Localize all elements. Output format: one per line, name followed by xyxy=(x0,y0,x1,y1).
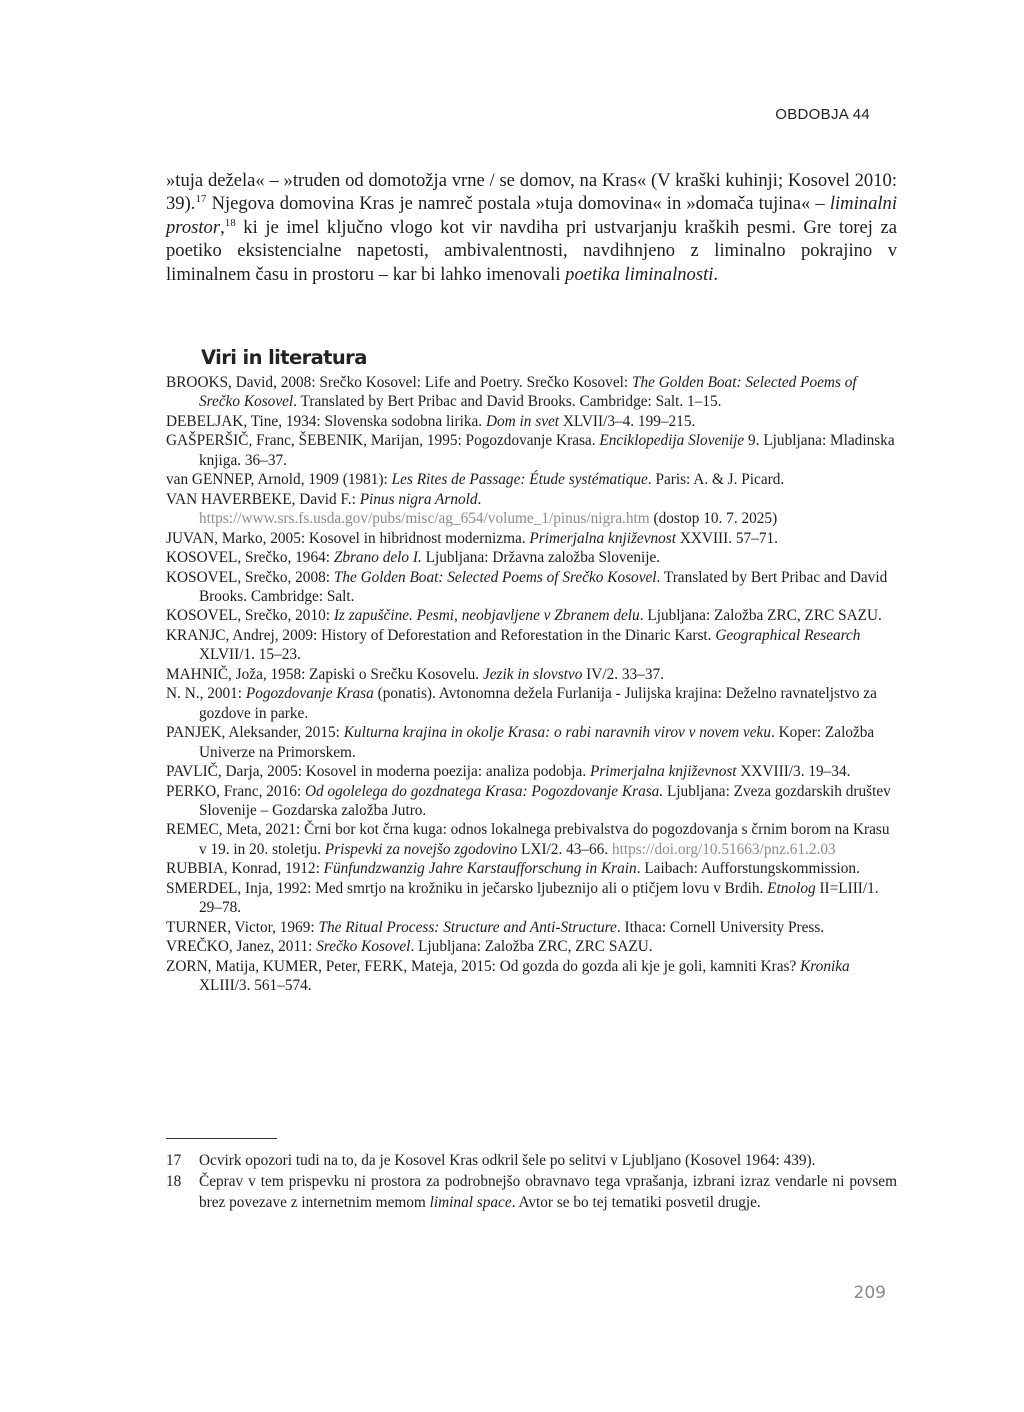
footnote-item xyxy=(166,1171,897,1213)
reference-text: . xyxy=(477,490,482,508)
reference-item xyxy=(166,820,897,859)
footnote-text-part: . Avtor se bo tej tematiki posvetil drugje. xyxy=(511,1194,761,1211)
body-italic-term: liminalni prostor xyxy=(166,193,897,238)
reference-item xyxy=(166,568,897,607)
reference-item xyxy=(166,684,897,723)
reference-item xyxy=(166,626,897,665)
reference-title: Kulturna krajina in okolje Krasa: o rabi naravnih virov v novem veku xyxy=(343,724,771,742)
reference-text: KOSOVEL, Srečko, 1964: xyxy=(166,549,334,567)
reference-title: Dom in svet xyxy=(485,412,560,430)
reference-item xyxy=(166,723,897,762)
reference-text: . Translated by Bert Pribac and David Brooks. Cambridge: Salt. 1–15. xyxy=(293,393,722,411)
reference-text: VAN HAVERBEKE, David F.: xyxy=(166,490,360,508)
reference-text: . Laibach: Aufforstungskommission. xyxy=(636,860,860,878)
reference-text: van GENNEP, Arnold, 1909 (1981): xyxy=(166,471,392,489)
reference-text: . Ithaca: Cornell University Press. xyxy=(616,918,825,936)
reference-text: Ljubljana: Državna založba Slovenije. xyxy=(421,549,661,567)
reference-title: Primerjalna književnost xyxy=(529,529,676,547)
footnote-divider xyxy=(166,1138,277,1139)
footnote-item xyxy=(166,1150,897,1171)
reference-text: XXVIII. 57–71. xyxy=(676,529,778,547)
reference-text: SMERDEL, Inja, 1992: Med smrtjo na krožniku in ječarsko ljubeznijo ali o ptičjem lovu v Brdih. xyxy=(166,879,768,897)
reference-item xyxy=(166,548,897,567)
reference-item xyxy=(166,490,897,529)
reference-text: (ponatis). Avtonomna dežela Furlanija - Julijska krajina: Deželno ravnateljstvo za gozdove in parke. xyxy=(199,685,877,722)
reference-text: II=LIII/1. 29–78. xyxy=(199,879,879,917)
reference-title: Kronika xyxy=(800,957,850,975)
reference-text: RUBBIA, Konrad, 1912: xyxy=(166,860,324,878)
footnote-text xyxy=(199,1150,897,1171)
reference-title: Srečko Kosovel xyxy=(316,938,411,956)
reference-item xyxy=(166,782,897,821)
reference-title: Etnolog xyxy=(767,879,816,897)
reference-text: MAHNIČ, Joža, 1958: Zapiski o Srečku Kosovelu. xyxy=(166,665,483,683)
reference-item xyxy=(166,470,897,489)
reference-item xyxy=(166,762,897,781)
reference-text: XLIII/3. 561–574. xyxy=(199,977,312,995)
reference-text: LXI/2. 43–66. xyxy=(517,840,612,858)
reference-item xyxy=(166,879,897,918)
reference-title: Pogozdovanje Krasa xyxy=(245,685,374,703)
reference-title: Enciklopedija Slovenije xyxy=(599,432,745,450)
reference-text: DEBELJAK, Tine, 1934: Slovenska sodobna lirika. xyxy=(166,412,486,430)
body-text-part: . xyxy=(713,263,719,285)
body-italic-term: poetika liminalnosti xyxy=(565,263,714,285)
reference-text: REMEC, Meta, 2021: Črni bor kot črna kuga: odnos lokalnega prebivalstva do pogozdovanja s črnim borom na Krasu v 19. in 20. stoletju. xyxy=(166,821,890,858)
references-heading: Viri in literatura xyxy=(201,346,367,369)
footnote-ref-18[interactable]: 18 xyxy=(224,216,236,229)
reference-title: The Golden Boat: Selected Poems of Srečko Kosovel xyxy=(199,374,857,411)
reference-title: The Golden Boat: Selected Poems of Srečko Kosovel xyxy=(333,568,657,586)
reference-text: KOSOVEL, Srečko, 2010: xyxy=(166,607,334,625)
reference-text: 9. Ljubljana: Mladinska knjiga. 36–37. xyxy=(199,432,895,469)
reference-item xyxy=(166,529,897,548)
reference-text: PERKO, Franc, 2016: xyxy=(166,782,305,800)
footnotes-list xyxy=(166,1150,897,1213)
reference-item xyxy=(166,918,897,937)
body-text-part: , xyxy=(220,216,225,238)
footnote-text-part: Ocvirk opozori tudi na to, da je Kosovel Kras odkril šele po selitvi v Ljubljano (Kosovel 1964: 439). xyxy=(199,1152,816,1169)
reference-text: TURNER, Victor, 1969: xyxy=(166,918,319,936)
reference-text: JUVAN, Marko, 2005: Kosovel in hibridnost modernizma. xyxy=(166,529,530,547)
reference-item xyxy=(166,937,897,956)
reference-title: Primerjalna književnost xyxy=(589,763,737,781)
reference-url-link[interactable]: https://doi.org/10.51663/pnz.61.2.03 xyxy=(611,840,836,858)
reference-text: . Paris: A. & J. Picard. xyxy=(647,471,785,489)
reference-text: . Ljubljana: Založba ZRC, ZRC SAZU. xyxy=(639,607,882,625)
body-text-part: »tuja dežela« – »truden od domotožja vrne / se domov, na Kras« (V kraški kuhinji; Kosovel 2010: 39). xyxy=(166,170,897,215)
reference-text: GAŠPERŠIČ, Franc, ŠEBENIK, Marijan, 1995: Pogozdovanje Krasa. xyxy=(166,432,600,450)
reference-item xyxy=(166,412,897,431)
footnote-text xyxy=(199,1171,897,1213)
reference-url-link[interactable]: https://www.srs.fs.usda.gov/pubs/misc/ag_654/volume_1/pinus/nigra.htm xyxy=(199,510,650,528)
reference-title: Prispevki za novejšo zgodovino xyxy=(324,840,518,858)
reference-text: PANJEK, Aleksander, 2015: xyxy=(166,724,344,742)
body-paragraph xyxy=(166,169,897,286)
reference-title: The Ritual Process: Structure and Anti-Structure xyxy=(318,918,617,936)
reference-text: . Koper: Založba Univerze na Primorskem. xyxy=(199,724,875,761)
reference-item xyxy=(166,957,897,996)
reference-item xyxy=(166,431,897,470)
reference-text: PAVLIČ, Darja, 2005: Kosovel in moderna poezija: analiza podobja. xyxy=(166,763,590,781)
reference-text: . Ljubljana: Založba ZRC, ZRC SAZU. xyxy=(410,938,653,956)
reference-text: . Translated by Bert Pribac and David Brooks. Cambridge: Salt. xyxy=(199,568,888,605)
reference-text: IV/2. 33–37. xyxy=(582,665,664,683)
reference-title: Zbrano delo I. xyxy=(333,549,422,567)
reference-title: Jezik in slovstvo xyxy=(482,665,583,683)
reference-text: Ljubljana: Zveza gozdarskih društev Slovenije – Gozdarska založba Jutro. xyxy=(199,782,891,819)
footnote-number: 17 xyxy=(166,1152,182,1169)
reference-text: XLVII/1. 15–23. xyxy=(199,646,301,664)
reference-title: Iz zapuščine. Pesmi, neobjavljene v Zbranem delu xyxy=(333,607,640,625)
reference-text: KOSOVEL, Srečko, 2008: xyxy=(166,568,334,586)
reference-text: ZORN, Matija, KUMER, Peter, FERK, Mateja, 2015: Od gozda do gozda ali kje je goli, kamniti Kras? xyxy=(166,957,801,975)
reference-item xyxy=(166,606,897,625)
reference-text: N. N., 2001: xyxy=(166,685,246,703)
reference-access-date: (dostop 10. 7. 2025) xyxy=(649,510,778,528)
reference-title: Pinus nigra Arnold xyxy=(359,490,478,508)
reference-item xyxy=(166,859,897,878)
reference-title: Od ogolelega do gozdnatega Krasa: Pogozdovanje Krasa. xyxy=(304,782,664,800)
reference-text: BROOKS, David, 2008: Srečko Kosovel: Life and Poetry. Srečko Kosovel: xyxy=(166,374,632,391)
footnote-ref-17[interactable]: 17 xyxy=(195,193,207,206)
footnote-italic-term: liminal space xyxy=(429,1194,512,1211)
reference-text: KRANJC, Andrej, 2009: History of Deforestation and Reforestation in the Dinaric Karst. xyxy=(166,626,716,644)
reference-text: XLVII/3–4. 199–215. xyxy=(559,412,696,430)
footnote-text-part: Čeprav v tem prispevku ni prostora za podrobnejšo obravnavo tega vprašanja, izbrani izraz vendarle ni povsem brez povezave z internetnim memom xyxy=(199,1173,897,1211)
reference-text: VREČKO, Janez, 2011: xyxy=(166,938,317,956)
running-head: OBDOBJA 44 xyxy=(775,106,870,123)
page-number: 209 xyxy=(853,1283,886,1303)
reference-item xyxy=(166,373,897,412)
references-list xyxy=(166,373,897,996)
reference-text: XXVIII/3. 19–34. xyxy=(736,763,851,781)
reference-title: Geographical Research xyxy=(715,626,861,644)
footnote-number: 18 xyxy=(166,1173,182,1190)
reference-title: Fünfundzwanzig Jahre Karstaufforschung in Krain xyxy=(323,860,637,878)
reference-title: Les Rites de Passage: Étude systématique xyxy=(391,471,648,489)
body-text-part: ki je imel ključno vlogo kot vir navdiha pri ustvarjanju kraških pesmi. Gre torej za poetiko eksistencialne napetosti, ambivalentnosti, navdihnjeno z liminalno pokrajino v liminalnem času in prostoru – kar bi lahko imenovali xyxy=(166,216,897,285)
body-text-part: Njegova domovina Kras je namreč postala »tuja domovina« in »domača tujina« – xyxy=(206,193,830,215)
reference-item xyxy=(166,665,897,684)
